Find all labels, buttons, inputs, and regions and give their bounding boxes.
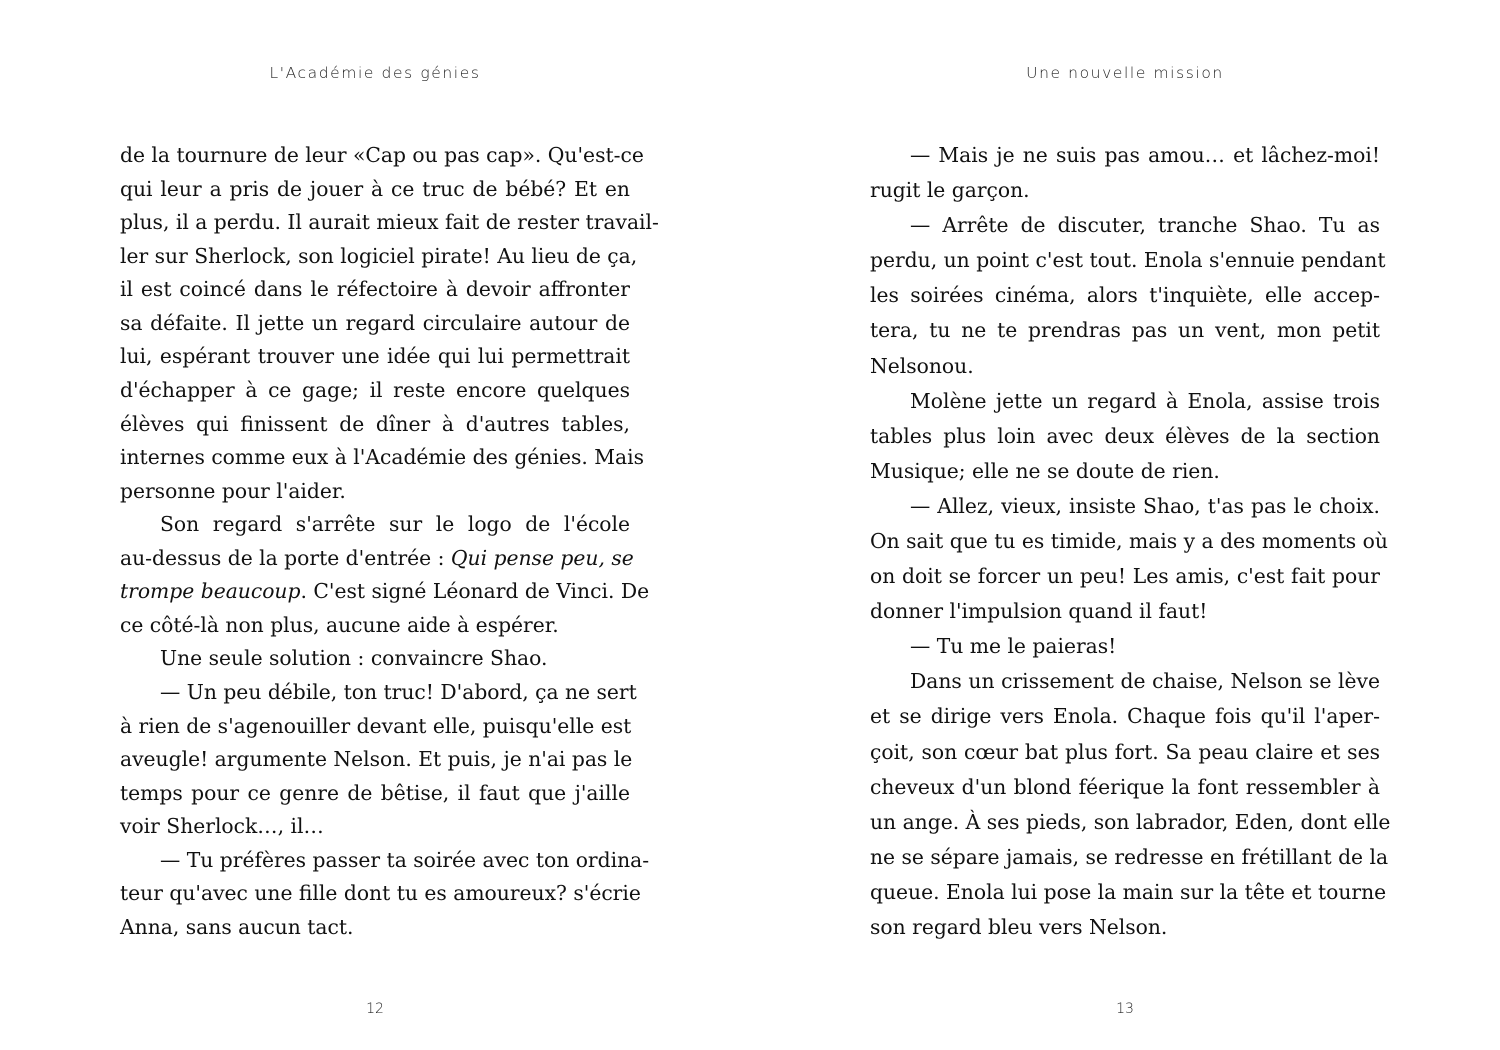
line-text: teur qu'avec une fille dont tu es amoureux? s'écrie bbox=[120, 881, 641, 906]
text-line bbox=[870, 245, 1386, 275]
line-text: On sait que tu es timide, mais y a des moments où bbox=[870, 529, 1388, 553]
running-head-text: L'Académie des génies bbox=[269, 64, 481, 82]
line-text: on doit se forcer un peu! Les amis, c'est fait pour bbox=[870, 564, 1380, 589]
text-line bbox=[870, 315, 1380, 345]
page-number-right: 13 bbox=[1116, 1001, 1134, 1017]
line-text: — Arrête de discuter, tranche Shao. Tu as bbox=[910, 213, 1380, 238]
text-line bbox=[870, 807, 1391, 837]
text-line bbox=[120, 811, 630, 841]
line-text: un ange. À ses pieds, son labrador, Eden, dont elle bbox=[870, 809, 1391, 834]
text-line bbox=[120, 341, 630, 371]
text-line bbox=[120, 476, 630, 506]
text-line bbox=[120, 878, 641, 908]
text-line bbox=[120, 643, 630, 673]
line-text: Une seule solution : convaincre Shao. bbox=[160, 646, 548, 671]
text-line bbox=[870, 701, 1380, 731]
text-line bbox=[870, 175, 1380, 205]
text-line bbox=[120, 711, 630, 741]
text-line bbox=[120, 174, 630, 204]
text-line bbox=[870, 491, 1380, 521]
line-text: tables plus loin avec deux élèves de la section bbox=[870, 423, 1380, 448]
line-text: queue. Enola lui pose la main sur la tête et tourne bbox=[870, 879, 1387, 904]
line-text: d'échapper à ce gage; il reste encore quelques bbox=[120, 377, 630, 402]
text-line bbox=[120, 442, 645, 472]
line-text: temps pour ce genre de bêtise, il faut que j'aille bbox=[120, 780, 630, 805]
text-line bbox=[870, 631, 1380, 661]
text-line bbox=[870, 280, 1380, 310]
line-text: tera, tu ne te prendras pas un vent, mon petit bbox=[870, 318, 1380, 343]
line-text: — Allez, vieux, insiste Shao, t'as pas le choix. bbox=[910, 493, 1380, 518]
line-text: au-dessus de la porte d'entrée : bbox=[120, 545, 451, 570]
line-text: Son regard s'arrête sur le logo de l'école bbox=[160, 512, 630, 537]
line-text: cheveux d'un blond féerique la font ressembler à bbox=[870, 774, 1380, 799]
text-line bbox=[870, 456, 1380, 486]
line-text: rugit le garçon. bbox=[870, 178, 1030, 203]
page-number-left: 12 bbox=[366, 1001, 384, 1017]
line-text: donner l'impulsion quand il faut! bbox=[870, 599, 1208, 624]
line-text: les soirées cinéma, alors t'inquiète, elle accep- bbox=[870, 283, 1380, 308]
text-line bbox=[120, 509, 630, 539]
line-text: de la tournure de leur «Cap ou pas cap». Qu'est-ce bbox=[120, 143, 644, 167]
line-text: perdu, un point c'est tout. Enola s'ennuie pendant bbox=[870, 248, 1386, 273]
text-line bbox=[120, 610, 630, 640]
text-line bbox=[120, 140, 644, 170]
text-line bbox=[870, 737, 1380, 767]
line-text: Anna, sans aucun tact. bbox=[120, 915, 354, 939]
line-text: — Un peu débile, ton truc! D'abord, ça ne sert bbox=[160, 680, 637, 705]
line-text: il est coincé dans le réfectoire à devoir affronter bbox=[120, 277, 630, 302]
line-text: élèves qui finissent de dîner à d'autres tables, bbox=[120, 411, 630, 436]
line-text: ler sur Sherlock, son logiciel pirate! Au lieu de ça, bbox=[120, 243, 638, 268]
line-text: Nelsonou. bbox=[870, 353, 974, 378]
line-text: ne se sépare jamais, se redresse en frétillant de la bbox=[870, 844, 1389, 869]
line-text: Dans un crissement de chaise, Nelson se lève bbox=[910, 669, 1380, 694]
text-line bbox=[120, 778, 630, 808]
text-line bbox=[120, 274, 630, 304]
text-line bbox=[870, 596, 1380, 626]
text-line bbox=[120, 308, 630, 338]
line-text: internes comme eux à l'Académie des génies. Mais bbox=[120, 445, 645, 470]
line-text: plus, il a perdu. Il aurait mieux fait de rester travail- bbox=[120, 210, 659, 235]
italic-quote: Qui pense peu, se bbox=[450, 545, 634, 570]
text-line bbox=[870, 772, 1380, 802]
line-text: voir Sherlock…, il… bbox=[120, 814, 324, 839]
line-text: sa défaite. Il jette un regard circulaire autour de bbox=[120, 310, 630, 335]
line-text: Musique; elle ne se doute de rien. bbox=[870, 458, 1220, 483]
text-line bbox=[120, 576, 650, 606]
text-line bbox=[870, 842, 1389, 872]
line-text: Molène jette un regard à Enola, assise trois bbox=[910, 388, 1380, 413]
line-text: son regard bleu vers Nelson. bbox=[870, 915, 1168, 939]
right-page bbox=[750, 0, 1500, 1050]
text-line bbox=[870, 912, 1380, 942]
text-line bbox=[870, 561, 1380, 591]
line-text: ce côté-là non plus, aucune aide à espérer. bbox=[120, 612, 559, 637]
text-line bbox=[870, 386, 1380, 416]
text-line bbox=[870, 140, 1380, 170]
text-line bbox=[120, 677, 637, 707]
text-line bbox=[120, 744, 633, 774]
text-line bbox=[120, 207, 659, 237]
line-text: et se dirige vers Enola. Chaque fois qu'il l'aper- bbox=[870, 704, 1380, 729]
text-line bbox=[120, 375, 630, 405]
text-line bbox=[870, 421, 1380, 451]
line-text: à rien de s'agenouiller devant elle, puisqu'elle est bbox=[120, 713, 632, 738]
line-text: — Tu me le paieras! bbox=[910, 634, 1117, 659]
line-text: çoit, son cœur bat plus fort. Sa peau claire et ses bbox=[870, 739, 1380, 764]
text-line bbox=[870, 666, 1380, 696]
text-line bbox=[120, 845, 650, 875]
text-line bbox=[120, 543, 634, 573]
text-line bbox=[870, 526, 1388, 556]
line-text: personne pour l'aider. bbox=[120, 478, 346, 503]
text-line bbox=[870, 351, 1380, 381]
text-line bbox=[870, 210, 1380, 240]
line-text: . C'est signé Léonard de Vinci. De bbox=[300, 579, 650, 604]
line-text: qui leur a pris de jouer à ce truc de bébé? Et en bbox=[120, 176, 630, 201]
text-line bbox=[870, 877, 1387, 907]
line-text: — Tu préfères passer ta soirée avec ton ordina- bbox=[160, 847, 650, 872]
line-text: aveugle! argumente Nelson. Et puis, je n'ai pas le bbox=[120, 747, 633, 772]
line-text: lui, espérant trouver une idée qui lui permettrait bbox=[120, 344, 630, 369]
text-line bbox=[120, 912, 630, 942]
line-text: — Mais je ne suis pas amou… et lâchez-moi! bbox=[910, 143, 1380, 167]
text-line bbox=[120, 409, 630, 439]
text-line bbox=[120, 241, 638, 271]
running-head-text: Une nouvelle mission bbox=[1026, 64, 1224, 82]
italic-quote: trompe beaucoup bbox=[120, 579, 301, 604]
